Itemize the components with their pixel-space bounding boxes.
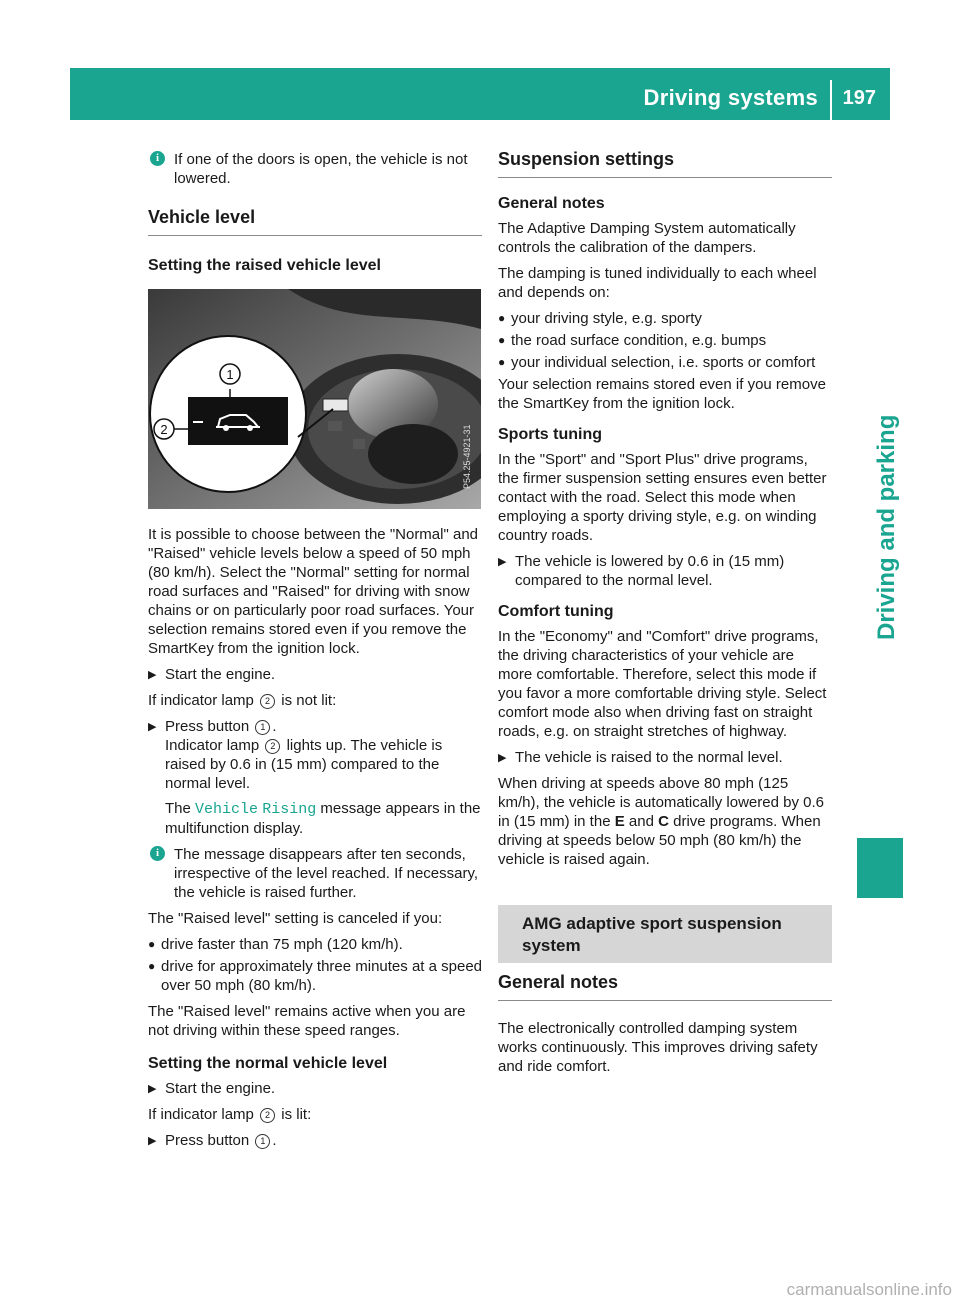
- callout-1-icon: 1: [255, 1134, 270, 1149]
- subheading-sports-tuning: Sports tuning: [498, 426, 602, 443]
- condition-text: If indicator lamp: [148, 1106, 254, 1123]
- step-result-text-end: lights up. The vehicle is raised by 0.6 in (15 mm) compared to the normal level.: [165, 737, 443, 792]
- section-heading-general-notes: General notes: [498, 973, 832, 1001]
- step-text: Press button: [165, 718, 250, 735]
- condition-text-end: is not lit:: [281, 692, 337, 709]
- callout-2-icon: 2: [265, 739, 280, 754]
- section-heading-vehicle-level: Vehicle level: [148, 208, 482, 236]
- list-item: [498, 353, 832, 372]
- electronic-paragraph: The electronically controlled damping system works continuously. This improves driving safety and ride comfort.: [498, 1020, 818, 1075]
- info-note-message: [148, 845, 482, 902]
- step-start-engine: ▶ Start the engine.: [148, 665, 482, 684]
- figure-center-console: [148, 289, 481, 509]
- active-paragraph: The "Raised level" remains active when you are not driving within these speed ranges.: [148, 1003, 466, 1039]
- adaptive-paragraph: The Adaptive Damping System automatically controls the calibration of the dampers.: [498, 220, 796, 256]
- list-item-text: your individual selection, i.e. sports or comfort: [511, 354, 816, 371]
- header-separator: [830, 80, 832, 120]
- info-note-doors: [148, 150, 482, 188]
- left-column: [148, 150, 482, 1157]
- display-message-word-2: Rising: [262, 801, 317, 818]
- condition-text-end: is lit:: [281, 1106, 312, 1123]
- info-icon: i: [150, 151, 165, 166]
- list-item-text: drive faster than 75 mph (120 km/h).: [161, 936, 403, 953]
- message-prefix: The: [165, 800, 191, 817]
- speed-text-end: drive programs. When driving at speeds below 50 mph (80 km/h) the vehicle is raised again.: [498, 813, 821, 868]
- list-item-text: your driving style, e.g. sporty: [511, 310, 702, 327]
- list-item-text: drive for approximately three minutes at a speed over 50 mph (80 km/h).: [161, 958, 482, 994]
- amg-section-heading: AMG adaptive sport suspension system: [498, 905, 832, 963]
- speed-text-and: and: [628, 813, 654, 830]
- list-item: [498, 309, 832, 328]
- subheading-general-notes: General notes: [498, 195, 605, 212]
- step-press-button-2: [148, 1131, 482, 1150]
- drive-program-e: E: [614, 813, 625, 830]
- info-icon: i: [150, 846, 165, 861]
- list-item-text: the road surface condition, e.g. bumps: [511, 332, 767, 349]
- right-column: [498, 150, 832, 1083]
- page-header: [70, 68, 890, 120]
- step-text-period: .: [272, 718, 277, 735]
- side-tab-marker: [857, 838, 903, 898]
- list-item: [148, 957, 482, 995]
- step-text-period: .: [272, 1132, 277, 1149]
- sports-paragraph: In the "Sport" and "Sport Plus" drive programs, the firmer suspension setting ensures even better contact with the road. Select this mode when employing a sporty driving style, e.g. on winding country roads.: [498, 451, 827, 544]
- subheading-comfort-tuning: Comfort tuning: [498, 603, 614, 620]
- bullet-icon: ●: [498, 311, 506, 325]
- speed-text: When driving at speeds above 80 mph (125 km/h), the vehicle is automatically lowered by 0.6 in (15 mm) in the: [498, 775, 824, 830]
- callout-2-icon: 2: [260, 694, 275, 709]
- bullet-icon: ●: [148, 959, 156, 973]
- section-heading-suspension: Suspension settings: [498, 150, 832, 178]
- callout-1-icon: 1: [255, 720, 270, 735]
- canceled-paragraph: The "Raised level" setting is canceled if you:: [148, 910, 443, 927]
- list-item: [498, 331, 832, 350]
- drive-program-c: C: [658, 813, 669, 830]
- watermark: carmanualsonline.info: [786, 1280, 952, 1299]
- stored-paragraph: Your selection remains stored even if you remove the SmartKey from the ignition lock.: [498, 376, 826, 412]
- figure-callout-1: 1: [226, 367, 234, 382]
- step-text: Press button: [165, 1132, 250, 1149]
- side-tab-label: Driving and parking: [873, 414, 900, 640]
- condition-not-lit: [148, 691, 482, 710]
- message-suffix: message appears in the multifunction display.: [165, 800, 481, 837]
- step-start-engine-2: ▶ Start the engine.: [148, 1079, 482, 1098]
- step-result-text: Indicator lamp: [165, 737, 260, 754]
- message-line: [165, 799, 482, 838]
- console-photo: [148, 289, 481, 509]
- subheading-raised-level: Setting the raised vehicle level: [148, 257, 381, 274]
- step-lowered: ▶ The vehicle is lowered by 0.6 in (15 mm) compared to the normal level.: [498, 552, 832, 590]
- callout-2-icon: 2: [260, 1108, 275, 1123]
- header-title: Driving systems: [643, 85, 818, 110]
- bullet-icon: ●: [498, 333, 506, 347]
- figure-callout-2: 2: [160, 422, 168, 437]
- comfort-paragraph: In the "Economy" and "Comfort" drive programs, the driving characteristics of your vehicle are more comfortable. Therefore, select this mode if you favor a more comfortable driving style. Select comfort mode also when driving fast on straight roads, e.g. on straight stretches of highway.: [498, 628, 827, 740]
- condition-text: If indicator lamp: [148, 692, 254, 709]
- info-text: The message disappears after ten seconds, irrespective of the level reached. If necessary, the vehicle is raised further.: [174, 846, 479, 901]
- page-number: 197: [842, 87, 876, 109]
- subheading-normal-level: Setting the normal vehicle level: [148, 1055, 388, 1072]
- info-text: If one of the doors is open, the vehicle is not lowered.: [174, 151, 468, 187]
- speed-paragraph: [498, 774, 832, 869]
- intro-paragraph: It is possible to choose between the "Normal" and "Raised" vehicle levels below a speed of 50 mph (80 km/h). Select the "Normal" setting for normal road surfaces and "Raised" for driving with snow chains or on particularly poor road surfaces. Your selection remains stored even if you remove the SmartKey from the ignition lock.: [148, 526, 478, 657]
- tuned-paragraph: The damping is tuned individually to each wheel and depends on:: [498, 265, 817, 301]
- figure-code: P54.25-4921-31: [462, 424, 472, 489]
- step-press-button: [148, 717, 482, 838]
- condition-lit: [148, 1105, 482, 1124]
- bullet-icon: ●: [148, 937, 156, 951]
- step-raised: ▶ The vehicle is raised to the normal level.: [498, 748, 832, 767]
- list-item: [148, 935, 482, 954]
- display-message-word-1: Vehicle: [195, 801, 259, 818]
- bullet-icon: ●: [498, 355, 506, 369]
